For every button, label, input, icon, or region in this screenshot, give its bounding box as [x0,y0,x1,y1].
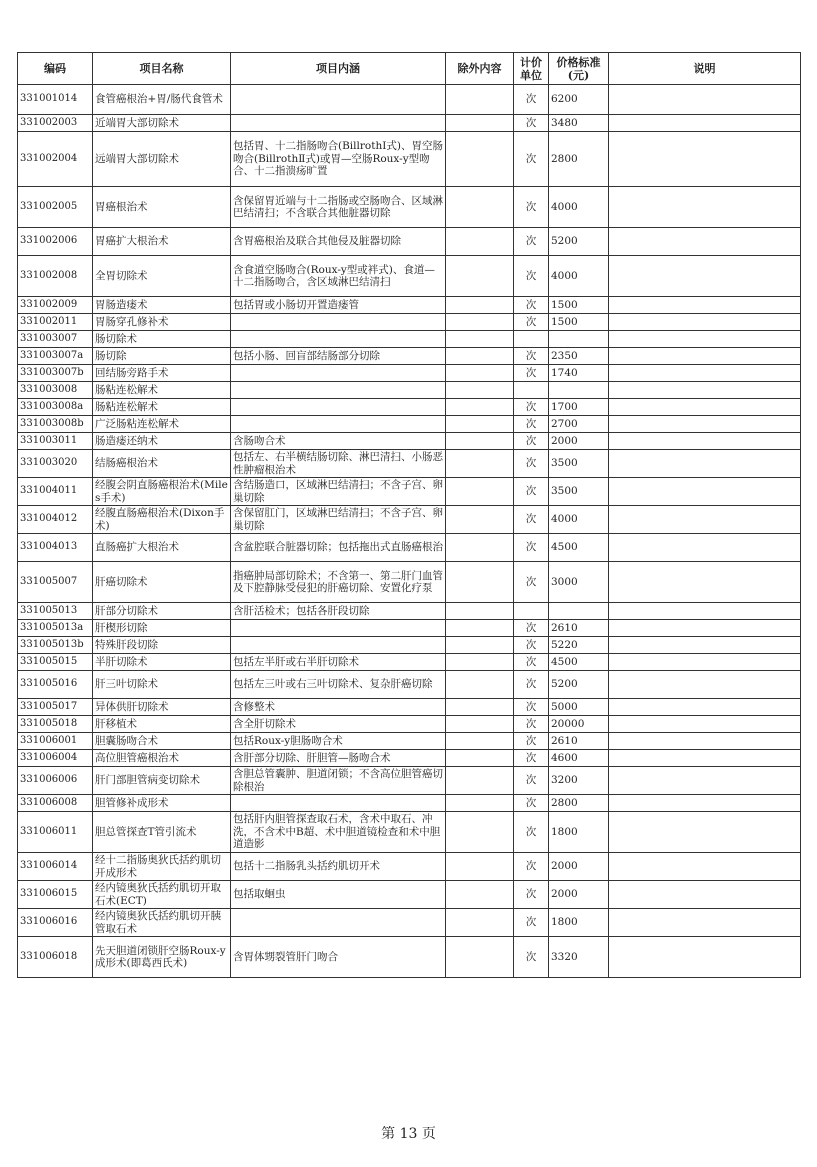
row-name: 肝癌切除术 [93,562,231,603]
row-code: 331006014 [18,853,93,881]
row-name: 异体供肝切除术 [93,699,231,716]
row-unit: 次 [514,853,549,881]
row-name: 胃肠造瘘术 [93,297,231,314]
row-unit: 次 [514,562,549,603]
row-note [609,937,801,978]
row-price [549,382,609,399]
row-content: 含胃体甥裂管肝门吻合 [231,937,446,978]
row-content [231,795,446,812]
table-row [18,115,801,132]
table-row [18,297,801,314]
row-price: 1740 [549,365,609,382]
table-row [18,750,801,767]
row-unit: 次 [514,637,549,654]
row-name: 远端胃大部切除术 [93,132,231,187]
row-excluded [446,450,514,478]
row-code: 331004011 [18,478,93,506]
row-name: 先天胆道闭锁肝空肠Roux-y成形术(即葛西氏术) [93,937,231,978]
row-code: 331001014 [18,85,93,115]
row-content [231,620,446,637]
table-row [18,853,801,881]
row-code: 331006006 [18,767,93,795]
table-row [18,365,801,382]
table-row [18,767,801,795]
row-note [609,853,801,881]
row-note [609,909,801,937]
row-code: 331003008 [18,382,93,399]
row-price: 1800 [549,909,609,937]
row-content: 含修整术 [231,699,446,716]
row-price: 3500 [549,478,609,506]
row-note [609,750,801,767]
row-excluded [446,654,514,671]
row-unit: 次 [514,767,549,795]
table-row [18,228,801,256]
row-name: 肠切除术 [93,331,231,348]
row-excluded [446,795,514,812]
table-row [18,85,801,115]
row-content [231,399,446,416]
row-price: 2800 [549,132,609,187]
row-price: 4000 [549,187,609,228]
row-unit: 次 [514,881,549,909]
row-note [609,534,801,562]
row-excluded [446,331,514,348]
row-excluded [446,187,514,228]
row-excluded [446,750,514,767]
row-note [609,115,801,132]
table-row [18,937,801,978]
row-code: 331003007a [18,348,93,365]
row-name: 结肠癌根治术 [93,450,231,478]
row-excluded [446,620,514,637]
header-price: 价格标准 (元) [549,53,609,85]
row-note [609,881,801,909]
row-content: 含全肝切除术 [231,716,446,733]
row-unit [514,382,549,399]
row-name: 经腹直肠癌根治术(Dixon手术) [93,506,231,534]
row-excluded [446,812,514,853]
row-price: 2700 [549,416,609,433]
row-name: 全胃切除术 [93,256,231,297]
row-unit: 次 [514,671,549,699]
row-content: 指癌肿局部切除术；不含第一、第二肝门血管及下腔静脉受侵犯的肝癌切除、安置化疗泵 [231,562,446,603]
row-content: 包括胃或小肠切开置造瘘管 [231,297,446,314]
row-note [609,733,801,750]
table-row [18,671,801,699]
row-code: 331006011 [18,812,93,853]
row-content: 含胃癌根治及联合其他侵及脏器切除 [231,228,446,256]
header-content: 项目内涵 [231,53,446,85]
row-unit: 次 [514,365,549,382]
row-note [609,812,801,853]
row-content: 包括Roux-y胆肠吻合术 [231,733,446,750]
row-code: 331002005 [18,187,93,228]
header-note: 说明 [609,53,801,85]
table-row [18,716,801,733]
row-content: 含胆总管囊肿、胆道闭锁；不含高位胆管癌切除根治 [231,767,446,795]
row-name: 肝门部胆管病变切除术 [93,767,231,795]
row-excluded [446,228,514,256]
row-name: 肠切除 [93,348,231,365]
row-code: 331005013b [18,637,93,654]
row-note [609,795,801,812]
row-excluded [446,365,514,382]
row-content [231,382,446,399]
table-row [18,331,801,348]
row-name: 经腹会阴直肠癌根治术(Miles手术) [93,478,231,506]
row-unit: 次 [514,450,549,478]
row-code: 331002003 [18,115,93,132]
row-content: 包括胃、十二指肠吻合(BillrothⅠ式)、胃空肠吻合(BillrothⅡ式)或胃—空肠Roux-y型吻合、十二指溃疡旷置 [231,132,446,187]
row-price: 3500 [549,450,609,478]
row-name: 半肝切除术 [93,654,231,671]
row-content: 含肝部分切除、肝胆管—肠吻合术 [231,750,446,767]
row-price: 2610 [549,733,609,750]
row-content: 包括肝内胆管探查取石术，含术中取石、冲洗，不含术中B超、术中胆道镜检查和术中胆道造影 [231,812,446,853]
table-row [18,450,801,478]
row-price: 3200 [549,767,609,795]
header-code: 编码 [18,53,93,85]
row-note [609,450,801,478]
row-excluded [446,637,514,654]
row-content [231,637,446,654]
row-content: 包括左半肝或右半肝切除术 [231,654,446,671]
row-name: 经内镜奥狄氏括约肌切开胰管取石术 [93,909,231,937]
row-note [609,132,801,187]
row-excluded [446,603,514,620]
row-price: 4000 [549,256,609,297]
row-excluded [446,937,514,978]
row-name: 食管癌根治+胃/肠代食管术 [93,85,231,115]
row-excluded [446,115,514,132]
row-unit: 次 [514,256,549,297]
row-name: 回结肠旁路手术 [93,365,231,382]
row-name: 直肠癌扩大根治术 [93,534,231,562]
row-content [231,314,446,331]
row-excluded [446,348,514,365]
row-note [609,365,801,382]
row-content [231,909,446,937]
row-excluded [446,314,514,331]
row-code: 331003020 [18,450,93,478]
row-content: 含结肠造口，区域淋巴结清扫；不含子宫、卵巢切除 [231,478,446,506]
row-content: 包括小肠、回盲部结肠部分切除 [231,348,446,365]
row-content [231,115,446,132]
row-price: 2800 [549,795,609,812]
row-price: 1800 [549,812,609,853]
table-row [18,812,801,853]
table-row [18,562,801,603]
row-note [609,478,801,506]
row-unit: 次 [514,399,549,416]
row-code: 331004012 [18,506,93,534]
header-row [18,53,801,85]
row-content: 含保留胃近端与十二指肠或空肠吻合、区域淋巴结清扫；不含联合其他脏器切除 [231,187,446,228]
row-unit: 次 [514,620,549,637]
row-price: 4600 [549,750,609,767]
row-code: 331006015 [18,881,93,909]
row-excluded [446,767,514,795]
row-name: 肝移植术 [93,716,231,733]
row-note [609,716,801,733]
row-unit: 次 [514,937,549,978]
row-note [609,297,801,314]
row-unit: 次 [514,733,549,750]
row-excluded [446,132,514,187]
row-unit: 次 [514,348,549,365]
row-note [609,767,801,795]
row-excluded [446,733,514,750]
row-unit: 次 [514,909,549,937]
row-name: 胆总管探查T管引流术 [93,812,231,853]
row-code: 331006001 [18,733,93,750]
row-excluded [446,534,514,562]
row-name: 胆管修补成形术 [93,795,231,812]
row-name: 经十二指肠奥狄氏括约肌切开成形术 [93,853,231,881]
table-body [18,85,801,978]
row-name: 广泛肠粘连松解术 [93,416,231,433]
row-unit: 次 [514,478,549,506]
table-row [18,132,801,187]
row-content: 含肝活检术；包括各肝段切除 [231,603,446,620]
row-unit [514,331,549,348]
row-price: 2350 [549,348,609,365]
row-excluded [446,256,514,297]
row-price: 5000 [549,699,609,716]
row-excluded [446,297,514,314]
row-name: 肝三叶切除术 [93,671,231,699]
row-content [231,85,446,115]
row-code: 331002011 [18,314,93,331]
row-content: 包括取蛔虫 [231,881,446,909]
row-code: 331004013 [18,534,93,562]
row-code: 331005015 [18,654,93,671]
price-table [17,52,801,978]
row-name: 肠粘连松解术 [93,382,231,399]
row-name: 肝楔形切除 [93,620,231,637]
row-note [609,433,801,450]
row-name: 胆囊肠吻合术 [93,733,231,750]
row-code: 331005013 [18,603,93,620]
row-name: 胃癌根治术 [93,187,231,228]
row-code: 331003008b [18,416,93,433]
row-content: 含食道空肠吻合(Roux-y型或袢式)、食道—十二指肠吻合，含区域淋巴结清扫 [231,256,446,297]
row-price: 1700 [549,399,609,416]
table-row [18,637,801,654]
row-note [609,331,801,348]
row-unit: 次 [514,115,549,132]
row-note [609,228,801,256]
row-unit: 次 [514,795,549,812]
row-content: 包括左、右半横结肠切除、淋巴清扫、小肠恶性肿瘤根治术 [231,450,446,478]
row-code: 331006018 [18,937,93,978]
row-note [609,85,801,115]
row-price: 3320 [549,937,609,978]
row-unit: 次 [514,433,549,450]
table-row [18,699,801,716]
row-code: 331005013a [18,620,93,637]
table-row [18,314,801,331]
row-note [609,416,801,433]
row-price: 1500 [549,314,609,331]
row-excluded [446,416,514,433]
row-excluded [446,671,514,699]
row-excluded [446,85,514,115]
row-content [231,416,446,433]
row-excluded [446,716,514,733]
row-excluded [446,433,514,450]
row-excluded [446,382,514,399]
row-code: 331003011 [18,433,93,450]
row-excluded [446,506,514,534]
row-unit: 次 [514,85,549,115]
row-name: 高位胆管癌根治术 [93,750,231,767]
row-note [609,654,801,671]
table-row [18,348,801,365]
row-content [231,331,446,348]
row-price: 3000 [549,562,609,603]
table-row [18,399,801,416]
row-name: 胃肠穿孔修补术 [93,314,231,331]
row-code: 331002009 [18,297,93,314]
row-note [609,603,801,620]
row-price: 5200 [549,671,609,699]
row-note [609,620,801,637]
table-row [18,733,801,750]
row-price: 1500 [549,297,609,314]
row-excluded [446,699,514,716]
row-unit: 次 [514,228,549,256]
row-code: 331006016 [18,909,93,937]
row-unit: 次 [514,699,549,716]
row-unit: 次 [514,716,549,733]
row-excluded [446,399,514,416]
row-code: 331005016 [18,671,93,699]
row-note [609,671,801,699]
table-row [18,603,801,620]
row-unit: 次 [514,654,549,671]
row-price: 2000 [549,853,609,881]
table-row [18,654,801,671]
row-price [549,603,609,620]
row-unit: 次 [514,187,549,228]
header-excluded: 除外内容 [446,53,514,85]
row-unit: 次 [514,416,549,433]
row-unit [514,603,549,620]
row-price: 3480 [549,115,609,132]
row-content: 包括十二指肠乳头括约肌切开术 [231,853,446,881]
table-row [18,506,801,534]
row-unit: 次 [514,812,549,853]
row-content: 包括左三叶或右三叶切除术、复杂肝癌切除 [231,671,446,699]
row-note [609,314,801,331]
row-code: 331003007 [18,331,93,348]
row-price [549,331,609,348]
row-note [609,382,801,399]
row-name: 经内镜奥狄氏括约肌切开取石术(ECT) [93,881,231,909]
page-number: 第 13 页 [381,1126,436,1142]
table-row [18,433,801,450]
table-row [18,256,801,297]
row-note [609,506,801,534]
row-price: 2000 [549,881,609,909]
table-row [18,620,801,637]
table-row [18,534,801,562]
row-note [609,256,801,297]
row-code: 331002008 [18,256,93,297]
row-excluded [446,881,514,909]
row-code: 331005007 [18,562,93,603]
row-content: 含盆腔联合脏器切除；包括拖出式直肠癌根治 [231,534,446,562]
row-price: 6200 [549,85,609,115]
row-name: 肠造瘘还纳术 [93,433,231,450]
row-price: 4500 [549,654,609,671]
row-price: 5220 [549,637,609,654]
row-price: 2000 [549,433,609,450]
row-content: 含保留肛门，区域淋巴结清扫；不含子宫、卵巢切除 [231,506,446,534]
row-code: 331006008 [18,795,93,812]
row-code: 331005018 [18,716,93,733]
table-row [18,382,801,399]
header-name: 项目名称 [93,53,231,85]
row-price: 20000 [549,716,609,733]
header-unit: 计价 单位 [514,53,549,85]
row-name: 近端胃大部切除术 [93,115,231,132]
table-row [18,416,801,433]
row-name: 特殊肝段切除 [93,637,231,654]
row-note [609,399,801,416]
row-note [609,699,801,716]
table-row [18,187,801,228]
row-code: 331006004 [18,750,93,767]
row-excluded [446,853,514,881]
row-code: 331002006 [18,228,93,256]
row-note [609,562,801,603]
table-row [18,795,801,812]
row-code: 331005017 [18,699,93,716]
row-code: 331003007b [18,365,93,382]
row-unit: 次 [514,297,549,314]
row-name: 肠粘连松解术 [93,399,231,416]
row-excluded [446,478,514,506]
table-row [18,478,801,506]
row-excluded [446,909,514,937]
row-unit: 次 [514,314,549,331]
row-note [609,637,801,654]
row-unit: 次 [514,132,549,187]
row-excluded [446,562,514,603]
row-price: 2610 [549,620,609,637]
row-code: 331003008a [18,399,93,416]
row-note [609,348,801,365]
row-unit: 次 [514,750,549,767]
row-price: 4000 [549,506,609,534]
row-price: 5200 [549,228,609,256]
row-name: 肝部分切除术 [93,603,231,620]
row-content: 含肠吻合术 [231,433,446,450]
row-price: 4500 [549,534,609,562]
table-row [18,909,801,937]
table-row [18,881,801,909]
row-unit: 次 [514,534,549,562]
row-unit: 次 [514,506,549,534]
row-note [609,187,801,228]
row-name: 胃癌扩大根治术 [93,228,231,256]
row-content [231,365,446,382]
row-code: 331002004 [18,132,93,187]
